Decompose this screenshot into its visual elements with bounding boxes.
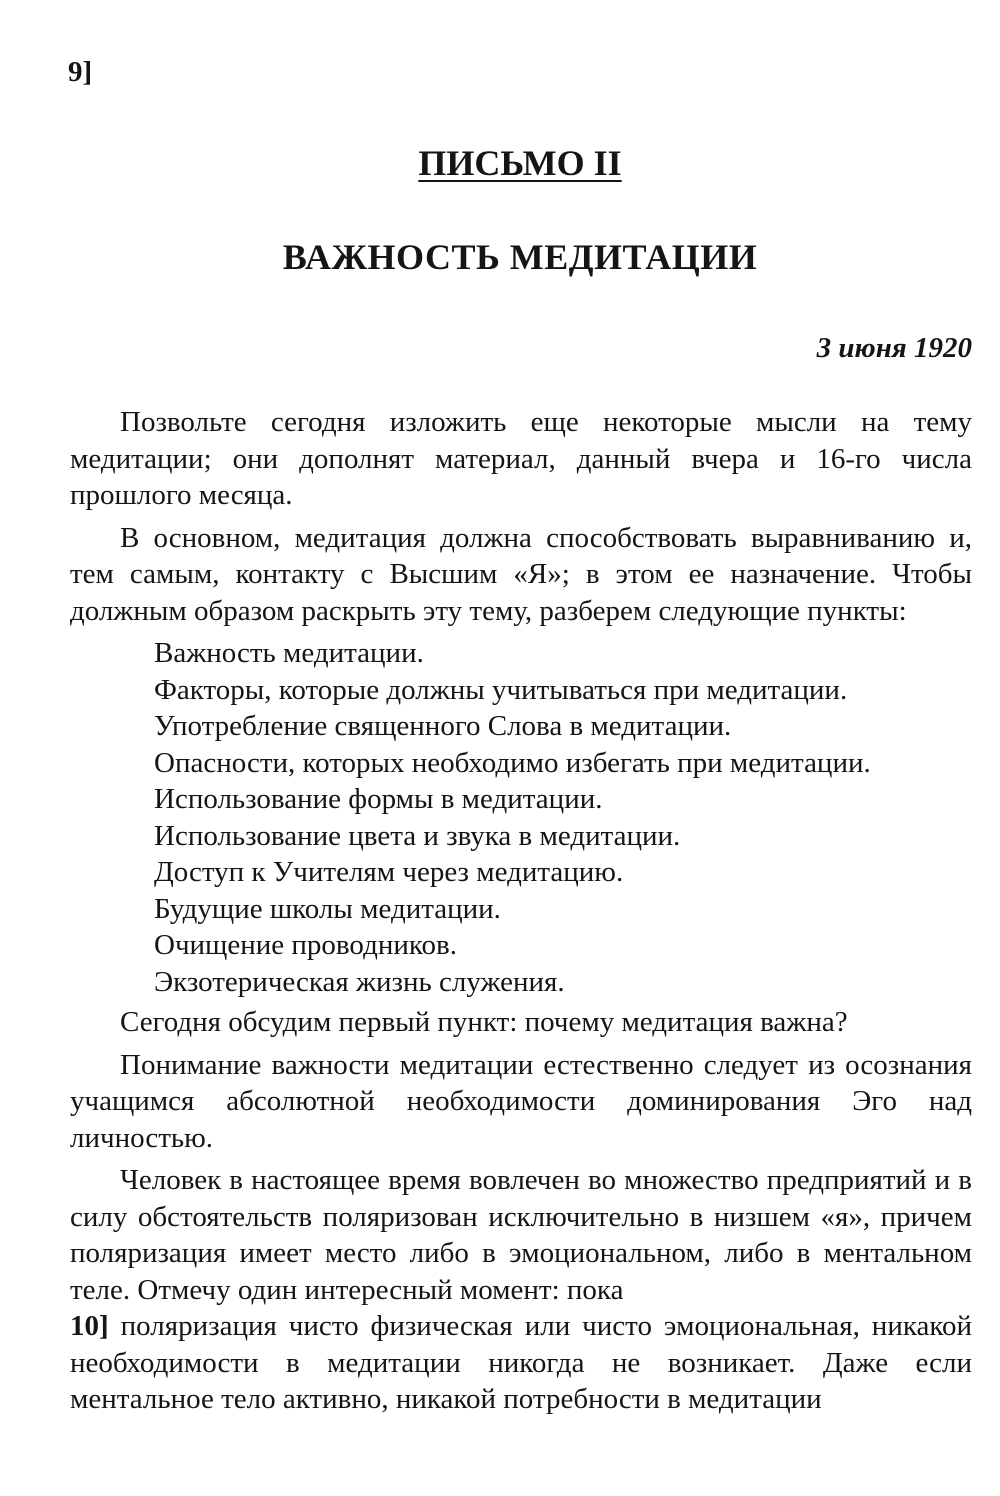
- page-marker: 10]: [70, 1310, 109, 1342]
- chapter-title: ВАЖНОСТЬ МЕДИТАЦИИ: [282, 237, 758, 277]
- list-item: Доступ к Учителям через медитацию.: [154, 856, 624, 888]
- list-item: Использование цвета и звука в медитации.: [154, 819, 681, 852]
- paragraph-polarization: [70, 1162, 972, 1418]
- list-item: Очищение проводников.: [154, 929, 457, 961]
- paragraph-intro: Позвольте сегодня изложить еще некоторые мысли на тему медитации; они дополнят материал, данный вчера и 16-го числа прошлого месяца.: [70, 406, 972, 511]
- paragraph-text: Человек в настоящее время вовлечен во множество предприятий и в силу обстоятельств поляризован исключительно в низшем «я», причем поляризация имеет место либо в эмоциональном, либо в ментальном теле. Отмечу один интересный момент: пока: [70, 1164, 972, 1306]
- list-item: Будущие школы медитации.: [154, 892, 501, 925]
- list-item: Важность медитации.: [154, 637, 424, 669]
- topic-list: [70, 635, 972, 1000]
- list-item: Опасности, которых необходимо избегать при медитации.: [154, 746, 871, 779]
- paragraph-purpose: В основном, медитация должна способствовать выравниванию и, тем самым, контакту с Высшим «Я»; в этом ее назначение. Чтобы должным образом раскрыть эту тему, разберем следующие пункты:: [70, 521, 972, 627]
- list-item: Экзотерическая жизнь служения.: [154, 965, 565, 998]
- paragraph-first-point: Сегодня обсудим первый пункт: почему медитация важна?: [120, 1006, 848, 1038]
- list-item: Использование формы в медитации.: [154, 783, 603, 815]
- letter-title: ПИСЬМО II: [418, 143, 622, 183]
- page-number: 9]: [68, 56, 93, 88]
- letter-date: 3 июня 1920: [816, 332, 972, 364]
- body-text: [70, 404, 972, 1424]
- list-item: Употребление священного Слова в медитации.: [154, 710, 732, 742]
- list-item: Факторы, которые должны учитываться при медитации.: [154, 673, 848, 706]
- paragraph-text: поляризация чисто физическая или чисто эмоциональная, никакой необходимости в медитации никогда не возникает. Даже если ментальное тело активно, никакой потребности в медитации: [70, 1310, 972, 1415]
- paragraph-understanding: Понимание важности медитации естественно следует из осознания учащимся абсолютной необходимости доминирования Эго над личностью.: [70, 1048, 972, 1154]
